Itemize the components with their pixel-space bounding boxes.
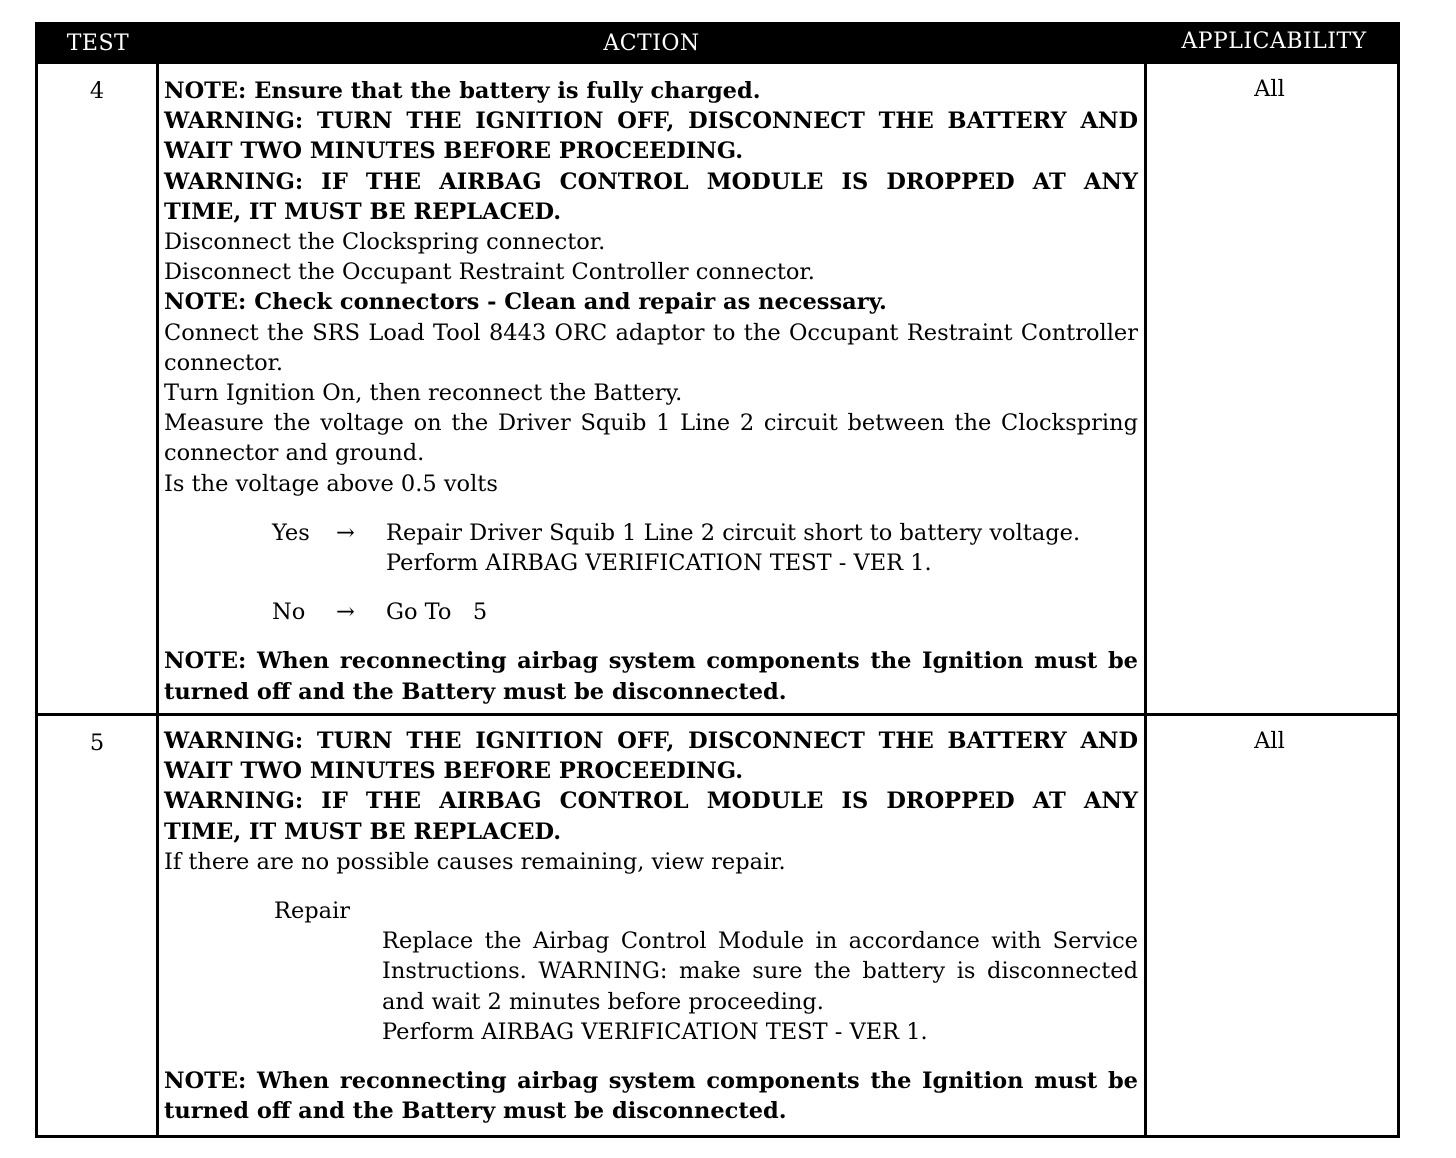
note-line: NOTE: Ensure that the battery is fully charged.: [164, 78, 761, 104]
header-applicability: APPLICABILITY: [1181, 29, 1367, 54]
column-divider-right: [1144, 64, 1147, 1138]
warning-line: WARNING: IF THE AIRBAG CONTROL MODULE IS DROPPED AT ANY: [164, 168, 1138, 195]
instruction-line: If there are no possible causes remaining, view repair.: [164, 848, 786, 875]
note-line: NOTE: When reconnecting airbag system components the Ignition must be: [164, 1068, 1138, 1095]
test-number: 4: [89, 78, 105, 104]
row-divider: [38, 713, 1397, 716]
instruction-line: Disconnect the Clockspring connector.: [164, 229, 606, 256]
warning-line: WARNING: TURN THE IGNITION OFF, DISCONNECT THE BATTERY AND: [164, 728, 1138, 754]
note-line: NOTE: When reconnecting airbag system components the Ignition must be: [164, 648, 1138, 675]
note-line: NOTE: Check connectors - Clean and repair as necessary.: [164, 289, 887, 316]
instruction-line: Connect the SRS Load Tool 8443 ORC adaptor to the Occupant Restraint Controller: [164, 319, 1138, 346]
test-number: 5: [89, 730, 105, 756]
instruction-line: Disconnect the Occupant Restraint Controller connector.: [164, 259, 815, 286]
warning-line: TIME, IT MUST BE REPLACED.: [164, 198, 562, 225]
warning-line: TIME, IT MUST BE REPLACED.: [164, 818, 562, 845]
instruction-line: connector.: [164, 349, 284, 376]
arrow-icon: →: [336, 519, 355, 546]
action-text-test-4: [164, 76, 1138, 707]
instruction-line: connector and ground.: [164, 440, 425, 467]
repair-label: Repair: [274, 898, 351, 925]
no-result: Go To 5: [386, 599, 488, 626]
header-action: ACTION: [603, 31, 700, 56]
warning-line: WAIT TWO MINUTES BEFORE PROCEEDING.: [164, 138, 744, 165]
action-text-test-5: [164, 726, 1138, 1126]
header-test: TEST: [66, 31, 130, 56]
note-line: turned off and the Battery must be disconnected.: [164, 678, 787, 705]
yes-branch-continued: [164, 548, 1138, 578]
table-header: [38, 25, 1397, 64]
no-label: No: [272, 599, 306, 626]
note-line: turned off and the Battery must be disconnected.: [164, 1098, 787, 1125]
repair-line: Instructions. WARNING: make sure the battery is disconnected: [382, 958, 1138, 985]
diagnostic-table: [35, 22, 1400, 1138]
yes-result-line: Perform AIRBAG VERIFICATION TEST - VER 1.: [386, 550, 932, 577]
applicability-value: All: [1254, 728, 1285, 754]
warning-line: WAIT TWO MINUTES BEFORE PROCEEDING.: [164, 758, 744, 785]
yes-branch: [164, 518, 1138, 548]
instruction-line: Measure the voltage on the Driver Squib 1 Line 2 circuit between the Clockspring: [164, 410, 1138, 437]
warning-line: WARNING: IF THE AIRBAG CONTROL MODULE IS DROPPED AT ANY: [164, 788, 1138, 815]
yes-label: Yes: [272, 519, 310, 546]
repair-label-row: [164, 896, 1138, 926]
yes-result-line: Repair Driver Squib 1 Line 2 circuit short to battery voltage.: [386, 519, 1081, 546]
column-divider-left: [156, 64, 159, 1138]
instruction-line: Turn Ignition On, then reconnect the Battery.: [164, 380, 683, 407]
repair-instructions: [382, 926, 1138, 1047]
repair-line: Perform AIRBAG VERIFICATION TEST - VER 1.: [382, 1018, 928, 1045]
arrow-icon: →: [336, 599, 355, 626]
no-branch: [164, 597, 1138, 627]
repair-line: Replace the Airbag Control Module in accordance with Service: [382, 928, 1138, 955]
applicability-value: All: [1254, 76, 1285, 102]
warning-line: WARNING: TURN THE IGNITION OFF, DISCONNECT THE BATTERY AND: [164, 108, 1138, 135]
repair-line: and wait 2 minutes before proceeding.: [382, 988, 824, 1015]
question-line: Is the voltage above 0.5 volts: [164, 470, 498, 497]
